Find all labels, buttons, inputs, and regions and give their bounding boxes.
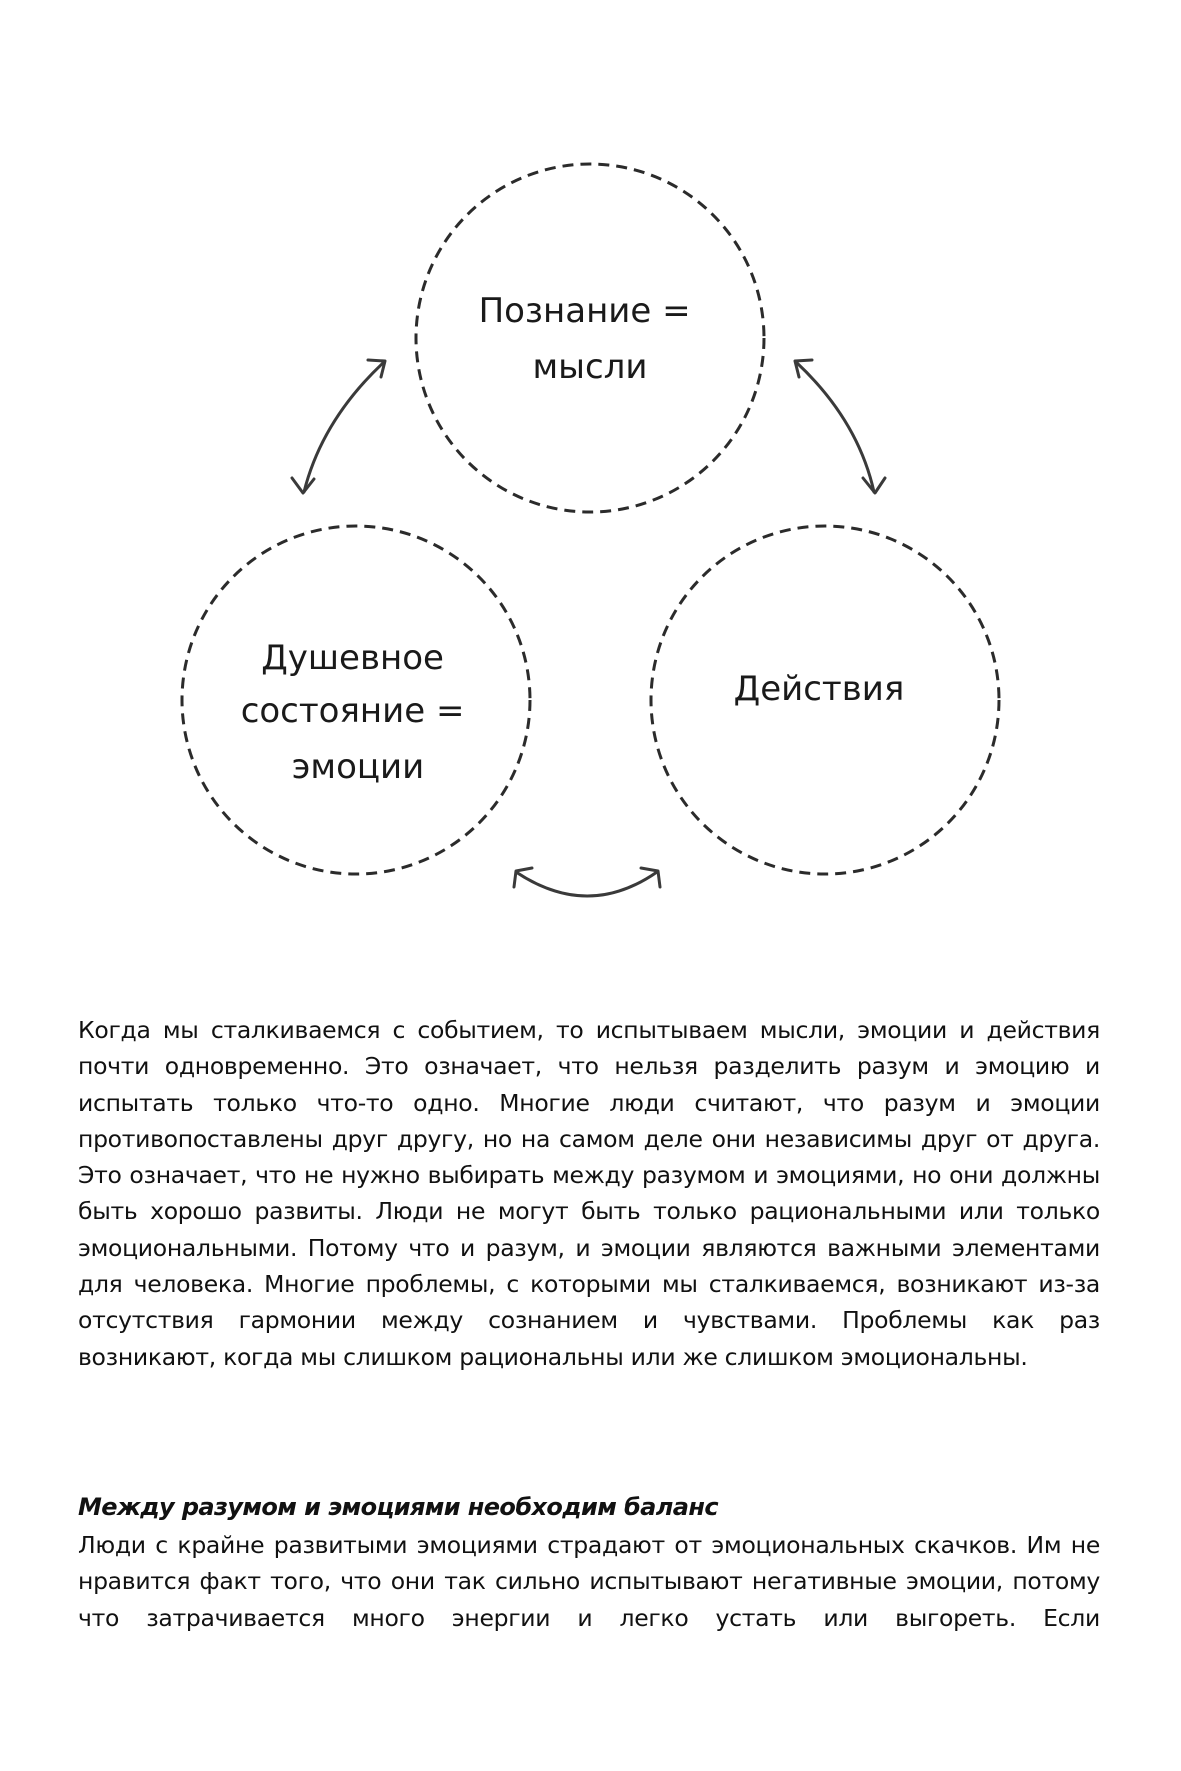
node-label-line: Действия — [733, 669, 905, 709]
section-heading: Между разумом и эмоциями необходим баланс — [78, 1493, 718, 1521]
body-paragraph: Когда мы сталкиваемся с событием, то испытываем мысли, эмоции и действия почти одновременно. Это означает, что нельзя разделить разум и эмоцию и испытать только что-то одно. Многие люди считают, что разум и эмоции противопоставлены друг другу, но на самом деле они независимы друг от друга. Это означает, что не нужно выбирать между разумом и эмоциями, но они должны быть хорошо развиты. Люди не могут быть только рациональными или только эмоциональными. Потому что и разум, и эмоции являются важными элементами для человека. Многие проблемы, с которыми мы сталкиваемся, возникают из-за отсутствия гармонии между сознанием и чувствами. Проблемы как раз возникают, когда мы слишком рациональны или же слишком эмоциональны. — [78, 1016, 1100, 1371]
node-circle-cognition — [416, 164, 764, 512]
node-label-line: Душевное — [261, 638, 444, 678]
node-label-line: состояние = — [240, 691, 465, 731]
body-paragraph: Люди с крайне развитыми эмоциями страдают от эмоциональных скачков. Им не нравится факт того, что они так сильно испытывают негативные эмоции, потому что затрачивается много энергии и легко устать или выгореть. Если — [78, 1531, 1100, 1632]
node-label-actions — [734, 669, 905, 709]
bidirectional-arrow-icon — [292, 360, 385, 493]
node-label-line: эмоции — [291, 747, 425, 787]
node-label-cognition — [479, 291, 702, 387]
bidirectional-arrow-icon — [514, 868, 660, 896]
bidirectional-arrow-icon — [795, 360, 885, 493]
node-label-emotion — [241, 638, 476, 787]
node-label-line: мысли — [532, 347, 648, 387]
node-label-line: Познание = — [478, 291, 691, 331]
